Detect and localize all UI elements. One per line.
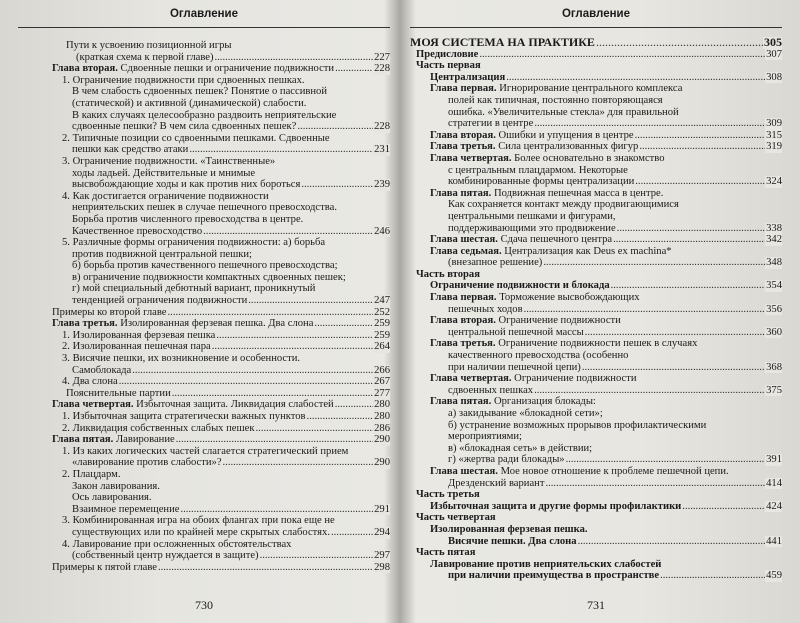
toc-entry <box>18 539 390 562</box>
toc-entry <box>18 307 390 319</box>
left-page <box>18 0 390 623</box>
toc-entry-line: при наличии преимущества в пространстве ..... <box>410 570 782 582</box>
toc-entry-line: 2. Плацдарм. <box>62 468 121 480</box>
toc-entry-line: 1. Избыточная защита стратегически важных пунктов ..... <box>18 411 390 423</box>
toc-page-number: 280 <box>374 399 390 411</box>
toc-page-number: 368 <box>766 361 782 373</box>
toc-entry-line: Качественное превосходство ..... <box>18 226 390 238</box>
toc-entry-line: качественного превосходства (особенно <box>448 350 629 362</box>
toc-entry <box>18 237 390 307</box>
toc-entry-line: Глава вторая. Ошибки и упущения в центре ..... <box>410 130 782 142</box>
toc-entry-line: Часть пятая <box>416 547 476 559</box>
toc-page-number: 266 <box>374 364 390 376</box>
toc-entry-line: Избыточная защита и другие формы профилактики ..... <box>410 501 782 513</box>
toc-entry <box>18 75 390 133</box>
toc-page-number: 228 <box>374 63 390 75</box>
toc-entry-line: неприятельских пешек в случае пешечного превосходства. <box>72 202 337 214</box>
toc-page-number: 297 <box>374 550 390 562</box>
toc-entry <box>18 156 390 191</box>
toc-page-number: 291 <box>374 503 390 515</box>
toc-page-number: 267 <box>374 376 390 388</box>
toc-page-number: 246 <box>374 225 390 237</box>
toc-entry-line: Глава пятая. Подвижная пешечная масса в центре. <box>430 187 664 199</box>
toc-entry-line: мероприятиями; <box>448 431 522 443</box>
toc-entry-line: Дрезденский вариант ..... <box>410 478 782 490</box>
header-rule <box>18 27 390 28</box>
toc-entry-line: Глава первая. Торможение высвобождающих <box>430 292 640 304</box>
toc-entry-line: Часть первая <box>416 60 481 72</box>
toc-entry <box>410 559 782 582</box>
toc-page-number: 414 <box>766 477 782 489</box>
toc-entry <box>18 388 390 400</box>
toc-entry-line: Висячие пешки. Два слона ..... <box>410 536 782 548</box>
toc-entry-line: Закон лавирования. <box>72 480 160 492</box>
toc-entry-line: Ограничение подвижности и блокада ..... <box>410 280 782 292</box>
toc-entry <box>410 153 782 188</box>
toc-entry-line: г) мой специальный дебютный вариант, проникнутый <box>72 283 316 295</box>
toc-entry-line: Глава четвертая. Избыточная защита. Ликвидация слабостей ..... <box>18 399 390 411</box>
toc-entry <box>18 40 390 63</box>
toc-page-number: 259 <box>374 318 390 330</box>
toc-entry-line: ошибка. «Увеличительные стекла» для правильной <box>448 106 679 118</box>
toc-entry-line: Примеры к пятой главе ..... <box>18 562 390 574</box>
toc-page-number: 459 <box>766 570 782 582</box>
toc-entry-line: МОЯ СИСТЕМА НА ПРАКТИКЕ ..... <box>410 37 782 49</box>
right-page <box>410 0 782 623</box>
toc-list <box>18 40 390 573</box>
page-header: Оглавление <box>561 8 631 20</box>
toc-entry-line: Глава пятая. Лавирование ..... <box>18 434 390 446</box>
toc-page-number: 264 <box>374 341 390 353</box>
toc-entry-line: Глава третья. Изолированная ферзевая пешка. Два слона ..... <box>18 318 390 330</box>
toc-entry <box>410 315 782 338</box>
toc-entry <box>410 72 782 84</box>
toc-entry-line: Борьба против численного превосходства в центре. <box>72 213 304 225</box>
toc-entry-line: Пояснительные партии ..... <box>18 388 390 400</box>
toc-entry-line: 3. Комбинированная игра на обоих флангах при пока еще не <box>62 515 335 527</box>
toc-entry <box>410 396 782 466</box>
toc-entry-line: 4. Как достигается ограничение подвижности <box>62 190 269 202</box>
toc-entry-line: 1. Из каких логических частей слагается стратегический прием <box>62 445 349 457</box>
toc-entry-line: «лавирование против слабости»? ..... <box>18 457 390 469</box>
toc-entry-line: центральной пешечной массы ..... <box>410 327 782 339</box>
toc-entry-line: В каких случаях целесообразно раздвоить неприятельские <box>72 109 337 121</box>
toc-entry-line: Глава четвертая. Более основательно в знакомство <box>430 152 665 164</box>
toc-entry-line: сдвоенных пешках ..... <box>410 385 782 397</box>
toc-entry <box>18 318 390 330</box>
toc-entry-line: высвобождающие ходы и как против них бороться ..... <box>18 179 390 191</box>
toc-entry <box>410 524 782 547</box>
toc-entry-line: Глава пятая. Организация блокады: <box>430 396 596 408</box>
toc-entry <box>18 399 390 411</box>
toc-entry <box>410 489 782 501</box>
toc-entry-line: в) ограничение подвижности компактных сдвоенных пешек; <box>72 271 346 283</box>
toc-page-number: 290 <box>374 457 390 469</box>
toc-entry-line: г) «жертва ради блокады» ..... <box>410 454 782 466</box>
toc-entry-line: Часть четвертая <box>416 512 496 524</box>
toc-entry-line: 4. Два слона ..... <box>18 376 390 388</box>
toc-entry-line: (внезапное решение) ..... <box>410 257 782 269</box>
toc-entry-line: 1. Ограничение подвижности при сдвоенных пешках. <box>62 74 305 86</box>
toc-page-number: 354 <box>766 280 782 292</box>
toc-page-number: 305 <box>764 35 782 49</box>
toc-entry-line: Часть третья <box>416 489 480 501</box>
toc-entry <box>18 191 390 237</box>
toc-entry <box>410 130 782 142</box>
toc-entry-line: пешечных ходов ..... <box>410 304 782 316</box>
toc-entry <box>18 330 390 342</box>
toc-page-number: 360 <box>766 326 782 338</box>
toc-page-number: 315 <box>766 129 782 141</box>
toc-page-number: 294 <box>374 526 390 538</box>
toc-entry-line: а) закидывание «блокадной сети»; <box>448 408 603 419</box>
toc-entry <box>18 63 390 75</box>
toc-entry <box>410 269 782 281</box>
toc-page-number: 286 <box>374 422 390 434</box>
toc-page-number: 228 <box>374 121 390 133</box>
toc-entry-line: Самоблокада ..... <box>18 365 390 377</box>
toc-entry-line: Глава седьмая. Централизация как Deus ex machina* <box>430 245 672 257</box>
toc-entry <box>410 292 782 315</box>
toc-page-number: 324 <box>766 176 782 188</box>
toc-entry <box>410 83 782 129</box>
toc-page-number: 342 <box>766 234 782 246</box>
toc-entry <box>18 515 390 538</box>
toc-page-number: 259 <box>374 329 390 341</box>
toc-entry <box>410 373 782 396</box>
toc-entry-line: Предисловие ..... <box>410 49 782 61</box>
toc-entry-line: Лавирование против неприятельских слабостей <box>430 558 662 570</box>
toc-entry <box>410 37 782 49</box>
toc-entry <box>410 246 782 269</box>
toc-entry-line: Глава вторая. Ограничение подвижности <box>430 315 621 327</box>
toc-entry-line: (краткая схема к первой главе) ..... <box>18 52 390 64</box>
toc-entry-line: при наличии пешечной цепи) ..... <box>410 362 782 374</box>
toc-page-number: 307 <box>766 48 782 60</box>
toc-entry-line: 5. Различные формы ограничения подвижности: а) борьба <box>62 237 326 249</box>
toc-entry-line: 2. Ликвидация собственных слабых пешек ..... <box>18 423 390 435</box>
toc-entry-line: 1. Изолированная ферзевая пешка ..... <box>18 330 390 342</box>
toc-entry-line: Ось лавирования. <box>72 492 152 504</box>
toc-entry-line: 2. Типичные позиции со сдвоенными пешками. Сдвоенные <box>62 132 330 144</box>
toc-page-number: 356 <box>766 303 782 315</box>
toc-page-number: 290 <box>374 434 390 446</box>
page-number: 731 <box>587 598 605 612</box>
toc-entry-line: Глава первая. Игнорирование центрального комплекса <box>430 83 683 95</box>
toc-entry-line: Изолированная ферзевая пешка. <box>430 523 588 535</box>
toc-entry-line: Взаимное перемещение ..... <box>18 504 390 516</box>
toc-entry-line: пешки как средство атаки ..... <box>18 144 390 156</box>
toc-entry <box>18 411 390 423</box>
toc-entry-line: Часть вторая <box>416 268 480 280</box>
toc-entry <box>18 423 390 435</box>
toc-page-number: 309 <box>766 118 782 130</box>
toc-entry-line: 3. Ограничение подвижности. «Таинственные» <box>62 155 276 167</box>
toc-page-number: 308 <box>766 71 782 83</box>
toc-page-number: 298 <box>374 561 390 573</box>
toc-page-number: 280 <box>374 411 390 422</box>
toc-entry-line: 2. Изолированная пешечная пара ..... <box>18 341 390 353</box>
toc-entry-line: Пути к усвоению позиционной игры <box>66 40 232 51</box>
toc-entry-line: Централизация ..... <box>410 72 782 84</box>
toc-list <box>410 37 782 582</box>
toc-page-number: 375 <box>766 384 782 396</box>
toc-page-number: 252 <box>374 306 390 318</box>
toc-entry-line: Примеры ко второй главе ..... <box>18 307 390 319</box>
toc-entry <box>410 188 782 234</box>
toc-entry <box>410 141 782 153</box>
toc-entry <box>410 280 782 292</box>
toc-entry <box>18 133 390 156</box>
toc-entry-line: В чем слабость сдвоенных пешек? Понятие о пассивной <box>72 86 327 98</box>
toc-page-number: 441 <box>766 535 782 547</box>
toc-entry <box>18 376 390 388</box>
toc-entry <box>410 547 782 559</box>
toc-entry-line: сдвоенные пешки? В чем сила сдвоенных пешек? ..... <box>18 121 390 133</box>
toc-entry-line: Глава третья. Ограничение подвижности пешек в случаях <box>430 338 698 350</box>
toc-entry <box>410 234 782 246</box>
toc-entry-line: поддерживающими это продвижение ..... <box>410 223 782 235</box>
toc-entry-line: ходы ладьей. Действительные и мнимые <box>72 167 256 179</box>
toc-page-number: 319 <box>766 141 782 153</box>
toc-page-number: 424 <box>766 500 782 512</box>
toc-entry <box>18 446 390 469</box>
toc-page-number: 239 <box>374 179 390 191</box>
toc-entry-line: б) борьба против качественного пешечного превосходства; <box>72 260 338 272</box>
toc-page-number: 227 <box>374 51 390 63</box>
toc-entry <box>18 353 390 376</box>
toc-entry-line: Глава шестая. Сдача пешечного центра ..... <box>410 234 782 246</box>
toc-entry-line: полей как типичная, постоянно повторяющаяся <box>448 94 663 106</box>
toc-entry-line: в) «блокадная сеть» в действии; <box>448 442 593 454</box>
toc-entry <box>18 562 390 574</box>
toc-entry-line: тенденцией ограничения подвижности ..... <box>18 295 390 307</box>
toc-entry-line: Глава четвертая. Ограничение подвижности <box>430 373 637 385</box>
toc-entry-line: Глава вторая. Сдвоенные пешки и ограничение подвижности ..... <box>18 63 390 75</box>
header-rule <box>410 27 782 28</box>
toc-entry-line: Глава шестая. Мое новое отношение к проблеме пешечной цепи. <box>430 465 729 477</box>
toc-entry-line: с центральным плацдармом. Некоторые <box>448 164 628 176</box>
toc-entry-line: комбинированные формы централизации ..... <box>410 176 782 188</box>
toc-entry <box>18 341 390 353</box>
toc-entry-line: существующих или по крайней мере скрытых слабостях. ..... <box>18 527 390 539</box>
toc-entry-line: Глава третья. Сила централизованных фигур ..... <box>410 141 782 153</box>
toc-entry-line: (статической) и активной (динамической) слабости. <box>72 97 307 109</box>
toc-entry-line: б) устранение возможных прорывов профилактическими <box>448 419 707 431</box>
toc-page-number: 231 <box>374 144 390 156</box>
toc-entry <box>410 512 782 524</box>
toc-entry-line: (собственный центр нуждается в защите) ..... <box>18 550 390 562</box>
toc-page-number: 247 <box>374 295 390 307</box>
toc-entry <box>18 434 390 446</box>
toc-page-number: 391 <box>766 454 782 466</box>
toc-page-number: 348 <box>766 257 782 269</box>
toc-entry <box>18 469 390 515</box>
toc-entry <box>410 501 782 513</box>
toc-entry <box>410 60 782 72</box>
toc-entry-line: центральными пешками и фигурами, <box>448 210 616 222</box>
toc-entry-line: Как сохраняется контакт между продвигающимися <box>448 199 679 211</box>
toc-entry-line: против подвижной центральной пешки; <box>72 248 252 260</box>
toc-entry <box>410 466 782 489</box>
page-header: Оглавление <box>169 8 239 20</box>
toc-entry <box>410 49 782 61</box>
toc-entry-line: стратегии в центре ..... <box>410 118 782 130</box>
toc-entry <box>410 338 782 373</box>
toc-entry-line: 4. Лавирование при осложненных обстоятельствах <box>62 538 292 550</box>
toc-page-number: 277 <box>374 387 390 399</box>
toc-entry-line: 3. Висячие пешки, их возникновение и особенности. <box>62 353 301 365</box>
toc-page-number: 338 <box>766 222 782 234</box>
page-number: 730 <box>195 598 213 612</box>
